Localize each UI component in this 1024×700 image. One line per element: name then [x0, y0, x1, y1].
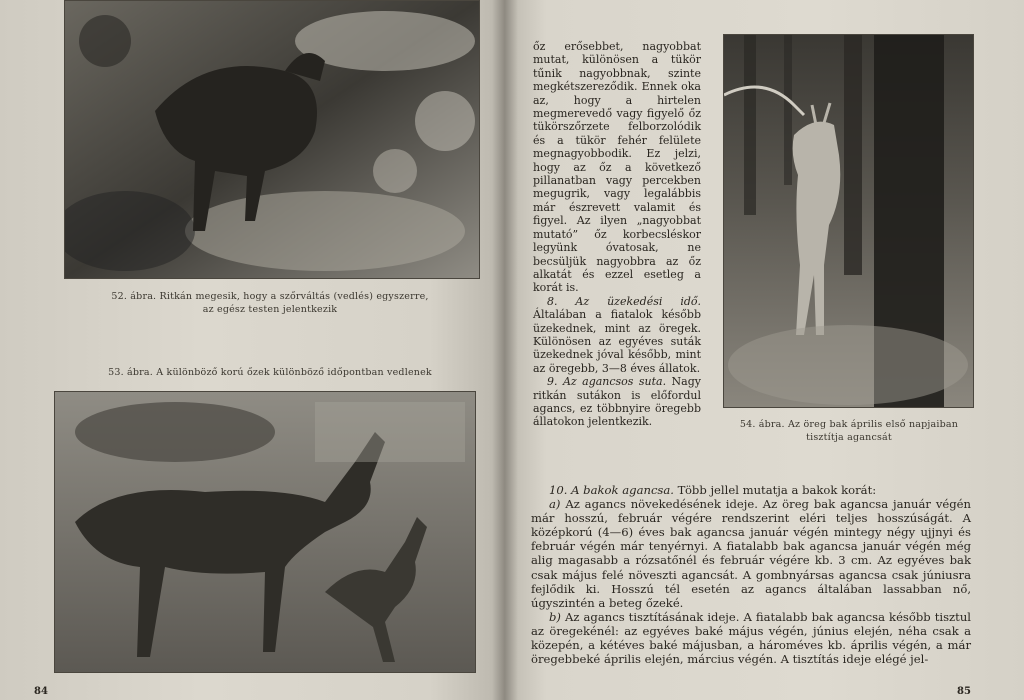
- item-a: [531, 497, 971, 610]
- item-b: [531, 610, 971, 666]
- item-9-text: Nagy ritkán sutákon is előfordul agancs, ez többnyire öregebb állatokon jelentkezik.: [533, 375, 701, 429]
- column-paragraph-1: őz erősebbet, nagyobbat mutat, különösen a tükör tűnik nagyobbnak, szinte megkétszereződik. Ennek oka az, hogy a hirtelen megmerevedő vagy figyelő őz tükörszőrzete felborzolódik és a tükör fehér felülete megnagyobbodik. Ez jelzi, hogy az őz a következő pillanatban vagy percekben megugrik, vagy legalábbis már észrevett valamit és figyel. Az ilyen „nagyobbat mutató” őz korbecsléskor legyünk óvatosak, ne becsüljük nagyobbra az őz alkatát és ezzel esetleg a korát is.: [533, 40, 701, 295]
- item-8-label: 8. Az üzekedési idő.: [547, 294, 701, 308]
- item-a-text: Az agancs növekedésének ideje. Az öreg bak agancsa január végén már hosszú, február végére rendszerint eléri teljes hosszúságát. A középkorú (4—6) éves bak agancsa január végén mintegy négy ujjnyi és február végén már tenyérnyi. A fiatalabb bak agancsa január végén még alig magasabb a rózsatőnél és február végére kb. 3 cm. Az egyéves bak csak május felé növeszti agancsát. A gombnyársas agancsa csak júniusra fejlődik ki. Hosszú tél esetén az agancs általában lassabban nő, úgyszintén a beteg őzeké.: [531, 497, 971, 610]
- item-9-label: 9. Az agancsos suta.: [547, 375, 667, 389]
- item-10: [531, 483, 971, 497]
- figure-52-caption: [70, 290, 470, 316]
- photo-figure-53: [54, 391, 476, 673]
- item-10-text: Több jellel mutatja a bakok korát:: [673, 483, 877, 497]
- figure-54-caption-line1: 54. ábra. Az öreg bak április első napjaiban: [739, 419, 959, 430]
- book-gutter: [492, 0, 518, 700]
- left-page: [0, 0, 505, 700]
- figure-54-caption-line2: tisztítja agancsát: [806, 432, 892, 443]
- item-8: [533, 295, 701, 375]
- figure-52-caption-line2: az egész testen jelentkezik: [202, 304, 338, 315]
- figure-52-caption-line1: 52. ábra. Ritkán megesik, hogy a szőrváltás (vedlés) egyszerre,: [111, 291, 429, 302]
- figure-54-caption: [721, 418, 977, 444]
- item-10-label: 10. A bakok agancsa.: [549, 483, 674, 497]
- right-page-number: 85: [957, 686, 971, 697]
- photo-figure-54: [723, 34, 974, 408]
- item-8-text: Általában a fiatalok később üzekednek, mint az öregek. Különösen az egyéves suták üzekednek jóval később, mint az öregebb, 3—8 éves állatok.: [533, 308, 701, 375]
- item-a-label: a): [549, 497, 561, 512]
- item-b-text: Az agancs tisztításának ideje. A fiatalabb bak agancsa később tisztul az öregekénél: az egyéves baké május végén, június elején, néha csak a közepén, a kétéves baké májusban, a hároméves kb. április végén, a már öregebbeké április elején, március végén. A tisztítás ideje elégé jel-: [531, 609, 971, 667]
- item-b-label: b): [549, 609, 561, 624]
- full-width-text: [531, 483, 971, 666]
- figure-53-caption: 53. ábra. A különböző korú őzek különböző időpontban vedlenek: [108, 367, 432, 378]
- left-page-number: 84: [34, 686, 48, 697]
- item-9: [533, 375, 701, 429]
- photo-figure-52: [64, 0, 480, 279]
- narrow-column-text: [533, 40, 701, 429]
